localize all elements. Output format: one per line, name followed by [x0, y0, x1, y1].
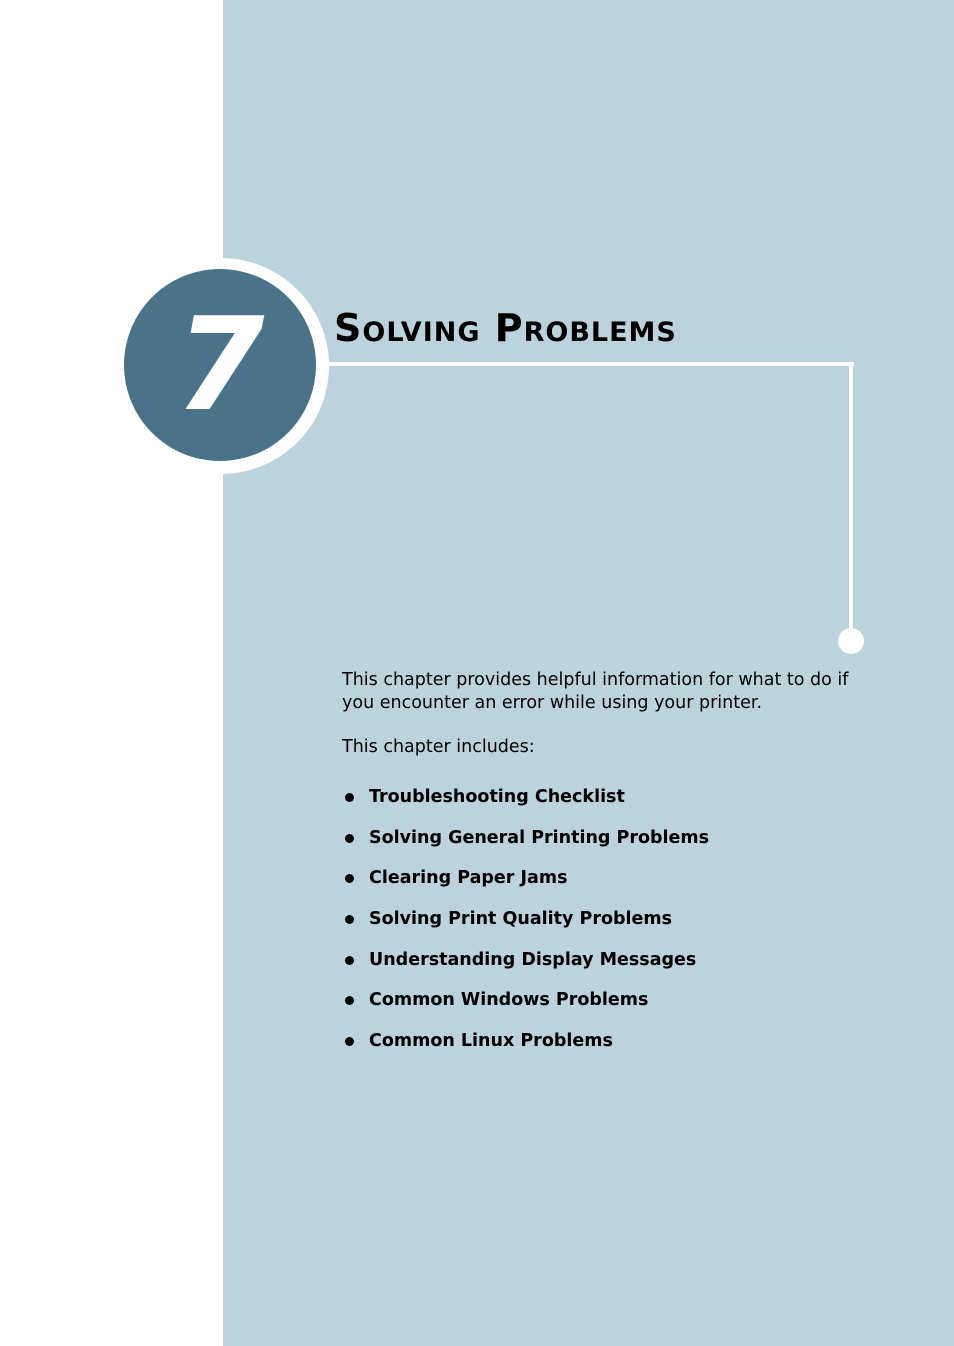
list-item-label: Clearing Paper Jams [369, 868, 568, 889]
list-item[interactable] [342, 777, 709, 818]
bullet-icon [345, 996, 354, 1005]
list-item-label: Understanding Display Messages [369, 949, 697, 970]
list-item[interactable] [342, 1021, 709, 1062]
list-item[interactable] [342, 940, 709, 981]
chapter-contents-list [342, 777, 709, 1062]
chapter-title: Solving Problems [334, 306, 677, 350]
includes-label: This chapter includes: [342, 737, 535, 757]
list-item-label: Solving General Printing Problems [369, 827, 710, 848]
bullet-icon [345, 956, 354, 965]
chapter-number: 7 [175, 291, 265, 440]
list-item[interactable] [342, 818, 709, 859]
list-item-label: Solving Print Quality Problems [369, 908, 673, 929]
list-item-label: Common Linux Problems [369, 1030, 613, 1051]
list-item[interactable] [342, 858, 709, 899]
chapter-badge [124, 269, 316, 461]
bullet-icon [345, 1037, 354, 1046]
list-item[interactable] [342, 980, 709, 1021]
title-rule-horizontal [329, 362, 854, 366]
bullet-icon [345, 793, 354, 802]
bullet-icon [345, 874, 354, 883]
bullet-icon [345, 834, 354, 843]
list-item[interactable] [342, 899, 709, 940]
title-rule-vertical [849, 362, 853, 634]
chapter-intro: This chapter provides helpful information for what to do if you encounter an error while using your printer. [342, 670, 849, 713]
list-item-label: Troubleshooting Checklist [369, 786, 625, 807]
title-rule-end-dot [838, 628, 864, 654]
list-item-label: Common Windows Problems [369, 990, 649, 1011]
bullet-icon [345, 915, 354, 924]
